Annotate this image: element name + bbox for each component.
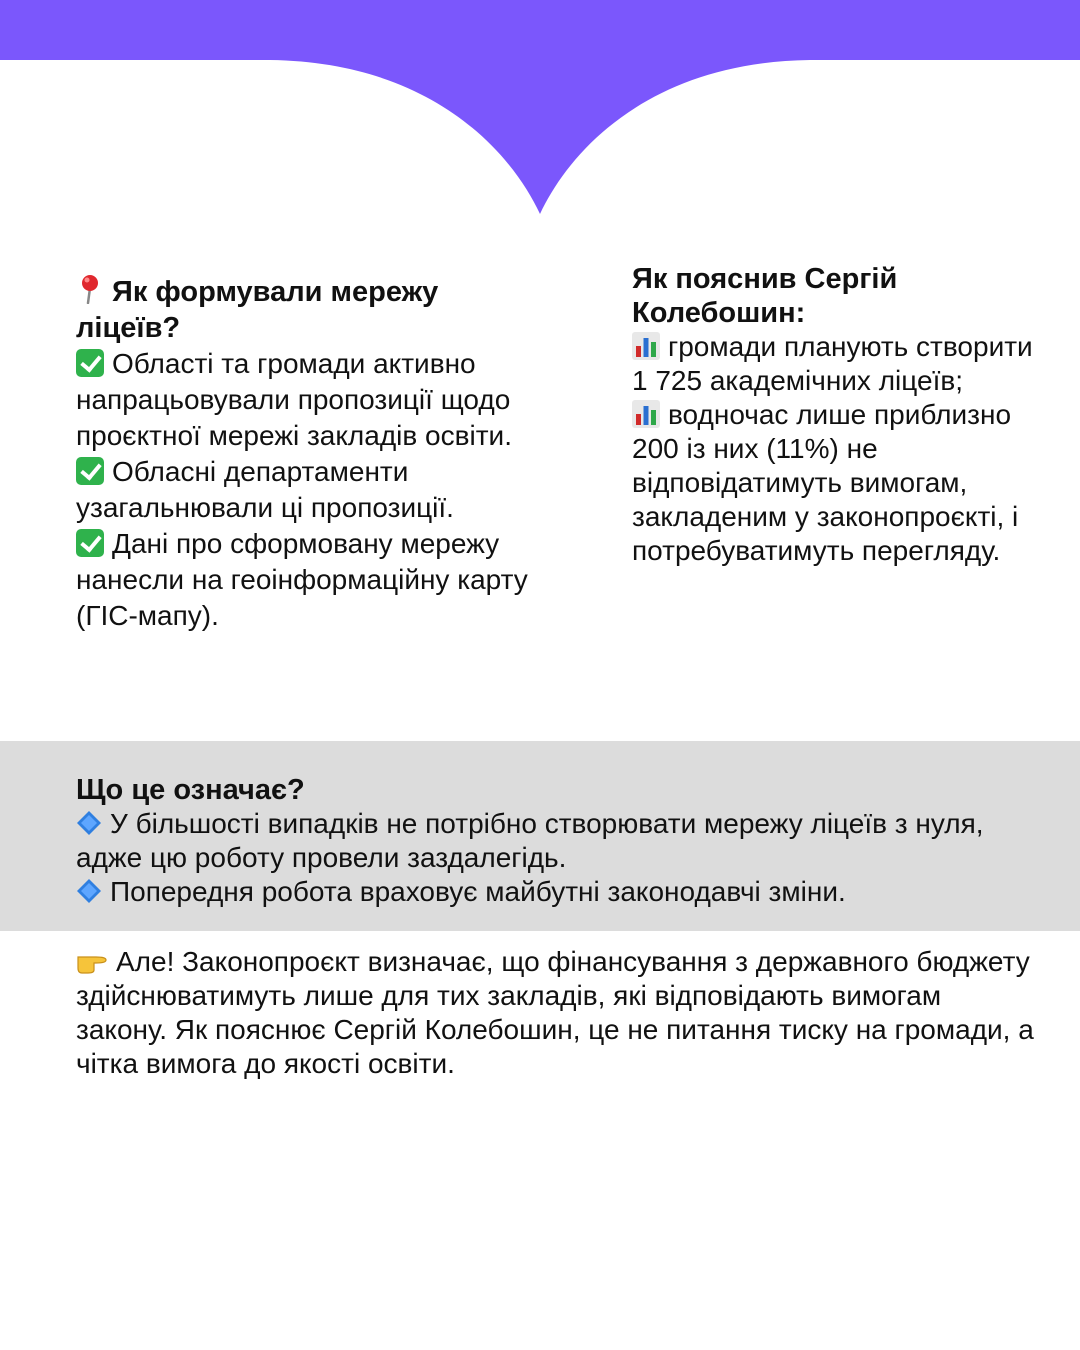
left-item: Області та громади активно напрацьовували пропозиції щодо проєктної мережі закладів освіти. [76,348,512,451]
left-column [76,274,546,634]
summary-item: У більшості випадків не потрібно створювати мережу ліцеїв з нуля, адже цю роботу провели заздалегідь. [76,808,984,873]
check-icon [76,349,104,377]
header-decoration [0,0,1080,220]
left-item: Дані про сформовану мережу нанесли на геоінформаційну карту (ГІС-мапу). [76,528,528,631]
blue-diamond-icon [76,810,102,836]
summary-text [76,773,1056,909]
right-title: Як пояснив Сергій Колебошин: [632,263,898,329]
summary-item: Попередня робота враховує майбутні законодавчі зміни. [76,875,1056,909]
note-paragraph: Але! Законопроєкт визначає, що фінансування з державного бюджету здійснюватимуть лише для тих закладів, які відповідають вимогам закону. Як пояснює Сергій Колебошин, це не питання тиску на громади, а чітка вимога до якості освіти. [76,946,1034,1079]
left-title: Як формували мережу ліцеїв? [76,276,439,344]
blue-diamond-icon [76,878,102,904]
pointing-hand-icon [76,948,108,974]
right-item: громади планують створити 1 725 академічних ліцеїв; [632,331,1033,396]
right-item: водночас лише приблизно 200 із них (11%) не відповідатимуть вимогам, закладеним у законопроєкті, і потребуватимуть перегляду. [632,399,1019,566]
check-icon [76,529,104,557]
right-column [632,262,1052,568]
bar-chart-icon [632,400,660,428]
check-icon [76,457,104,485]
left-item: Обласні департаменти узагальнювали ці пропозиції. [76,456,454,523]
pin-icon [76,274,104,304]
bar-chart-icon [632,332,660,360]
summary-title: Що це означає? [76,774,305,806]
